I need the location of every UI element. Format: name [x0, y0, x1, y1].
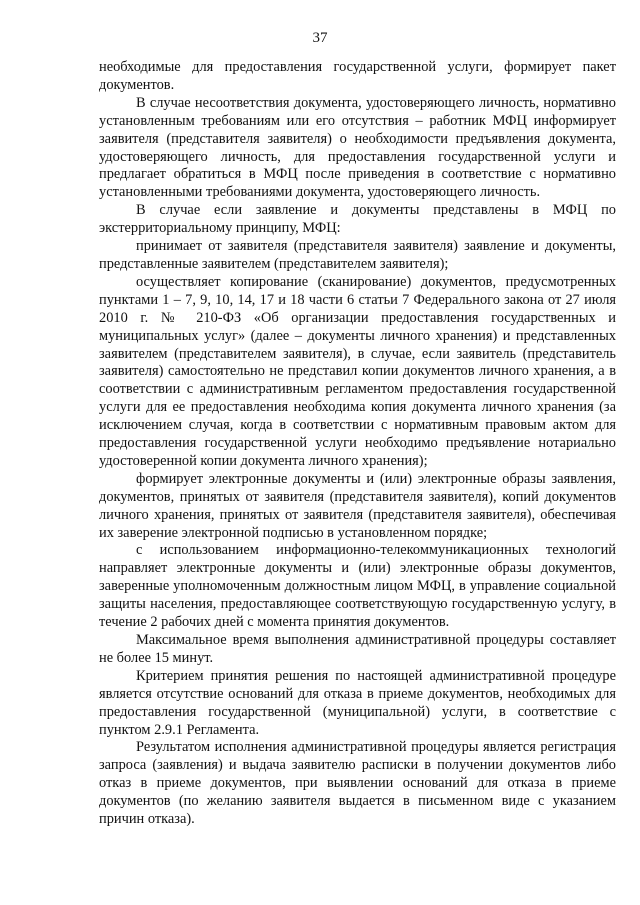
- paragraph-1: необходимые для предоставления государственной услуги, формирует пакет документов.: [99, 59, 616, 93]
- paragraph-6: формирует электронные документы и (или) электронные образы заявления, документов, принятых от заявителя (представителя заявителя), копий документов личного хранения, принятых от заявителя (представителя заявителя), обеспечивая их заверение электронной подписью в установленном порядке;: [99, 470, 616, 541]
- page-number: 37: [312, 30, 328, 46]
- paragraph-5: осуществляет копирование (сканирование) документов, предусмотренных пунктами 1 – 7, 9, 10, 14, 17 и 18 части 6 статьи 7 Федерального закона от 27 июля 2010 г. № 210-ФЗ «Об организации предоставления государственных и муниципальных услуг» (далее – документы личного хранения) и представленных заявителем (представителем заявителя), в случае, если заявитель (представитель заявителя) самостоятельно не представил копии документов личного хранения, а в соответствии с административным регламентом предоставления государственной услуги для ее предоставления необходима копия документа личного хранения (за исключением случая, когда в соответствии с нормативным правовым актом для предоставления государственной услуги необходимо предъявление нотариально удостоверенной копии документа личного хранения);: [99, 273, 616, 469]
- document-body: [99, 59, 616, 829]
- paragraph-10: Результатом исполнения административной процедуры является регистрация запроса (заявления) и выдача заявителю расписки в получении документов либо отказ в приеме документов, при выявлении оснований для отказа в приеме документов (по желанию заявителя выдается в письменном виде с указанием причин отказа).: [99, 739, 616, 828]
- paragraph-7: с использованием информационно-телекоммуникационных технологий направляет электронные документы и (или) электронные образы документов, заверенные уполномоченным должностным лицом МФЦ, в управление социальной защиты населения, предоставляющее соответствующую государственную услугу, в течение 2 рабочих дней с момента принятия документов.: [99, 542, 616, 631]
- paragraph-8: Максимальное время выполнения административной процедуры составляет не более 15 минут.: [99, 632, 616, 666]
- paragraph-9: Критерием принятия решения по настоящей административной процедуре является отсутствие оснований для отказа в приеме документов, необходимых для предоставления государственной (муниципальной) услуги, в соответствие с пунктом 2.9.1 Регламента.: [99, 667, 616, 738]
- paragraph-2: В случае несоответствия документа, удостоверяющего личность, нормативно установленным требованиям или его отсутствия – работник МФЦ информирует заявителя (представителя заявителя) о необходимости предъявления документа, удостоверяющего личность, для предоставления государственной услуги и предлагает обратиться в МФЦ после приведения в соответствие с нормативно установленными требованиями документа, удостоверяющего личность.: [99, 94, 616, 201]
- paragraph-3: В случае если заявление и документы представлены в МФЦ по экстерриториальному принципу, МФЦ:: [99, 202, 616, 237]
- paragraph-4: принимает от заявителя (представителя заявителя) заявление и документы, представленные заявителем (представителем заявителя);: [99, 238, 616, 272]
